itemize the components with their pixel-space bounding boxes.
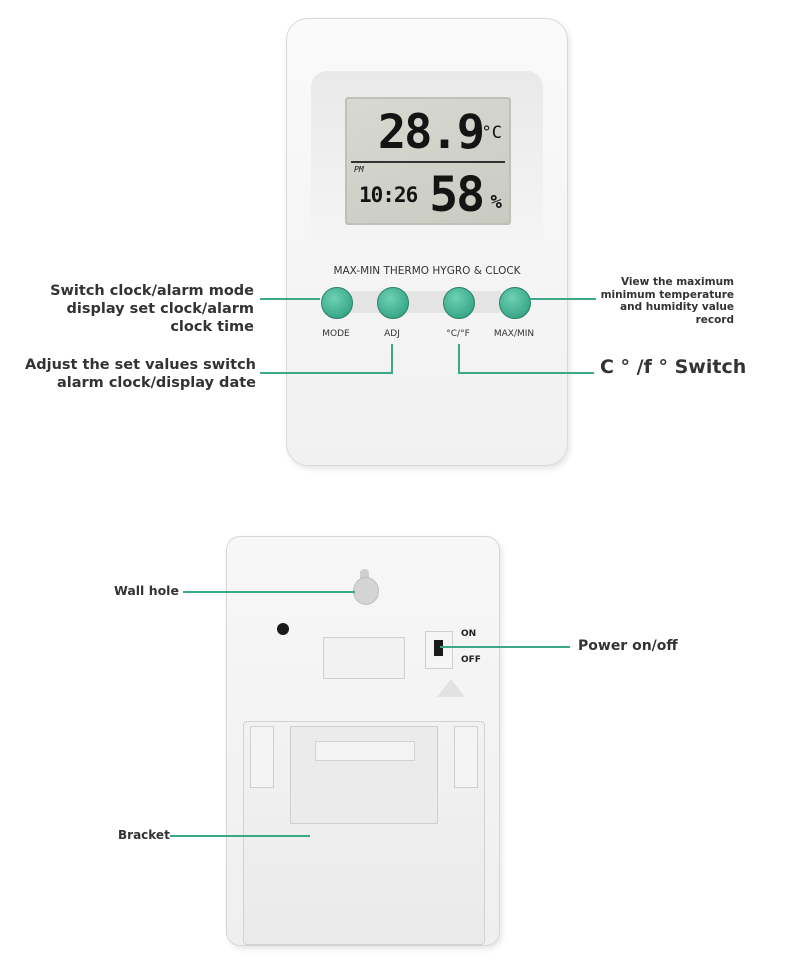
pm-indicator: PM xyxy=(354,165,364,174)
right-hinge xyxy=(454,726,478,788)
sensor-window xyxy=(323,637,405,679)
unit-switch-annotation: C ° /f ° Switch xyxy=(600,356,747,378)
unit-switch-button-label: °C/°F xyxy=(446,329,470,339)
reset-dot xyxy=(277,623,289,635)
maxmin-leader-line xyxy=(530,298,596,300)
unit-leader-line-h xyxy=(458,372,594,374)
adj-annotation: Adjust the set values switch alarm clock/display date xyxy=(25,357,256,391)
power-leader-line xyxy=(440,646,570,648)
switch-off-label: OFF xyxy=(461,655,481,665)
adj-button[interactable] xyxy=(377,287,409,319)
stand-bracket[interactable] xyxy=(243,721,485,945)
switch-on-label: ON xyxy=(461,629,477,639)
temperature-unit: °C xyxy=(481,123,502,143)
battery-arrow-mark xyxy=(437,679,465,697)
power-switch[interactable] xyxy=(434,640,443,656)
lcd-divider xyxy=(351,161,505,163)
bracket-annotation: Bracket xyxy=(118,828,170,842)
temperature-reading: 28.9 xyxy=(377,105,483,160)
adj-leader-line-h xyxy=(260,372,393,374)
maxmin-annotation: View the maximum minimum temperature and humidity value record xyxy=(600,276,734,326)
power-switch-housing xyxy=(425,631,453,669)
thermometer-back xyxy=(226,536,500,946)
mode-annotation: Switch clock/alarm mode display set clock/alarm clock time xyxy=(50,283,254,335)
adj-leader-line-v xyxy=(391,344,393,374)
bracket-leader-line xyxy=(170,835,310,837)
wall-hole-leader-line xyxy=(183,591,355,593)
lcd-display xyxy=(345,97,511,225)
model-name: MAX-MIN THERMO HYGRO & CLOCK xyxy=(333,265,521,277)
humidity-unit: % xyxy=(490,191,502,213)
battery-cover[interactable] xyxy=(290,726,438,824)
mode-button[interactable] xyxy=(321,287,353,319)
maxmin-button-label: MAX/MIN xyxy=(493,329,535,339)
mode-button-label: MODE xyxy=(322,329,350,339)
unit-switch-button[interactable] xyxy=(443,287,475,319)
wall-hole xyxy=(353,577,379,605)
wall-hole-annotation: Wall hole xyxy=(114,583,179,598)
power-annotation: Power on/off xyxy=(578,638,678,654)
mode-leader-line xyxy=(260,298,320,300)
battery-cover-slot xyxy=(315,741,415,761)
button-strip xyxy=(351,291,501,313)
left-hinge xyxy=(250,726,274,788)
maxmin-button[interactable] xyxy=(499,287,531,319)
thermometer-front xyxy=(286,18,568,466)
unit-leader-line-v xyxy=(458,344,460,374)
time-reading: 10:26 xyxy=(359,183,418,207)
humidity-reading: 58 xyxy=(429,167,483,223)
adj-button-label: ADJ xyxy=(384,329,400,339)
